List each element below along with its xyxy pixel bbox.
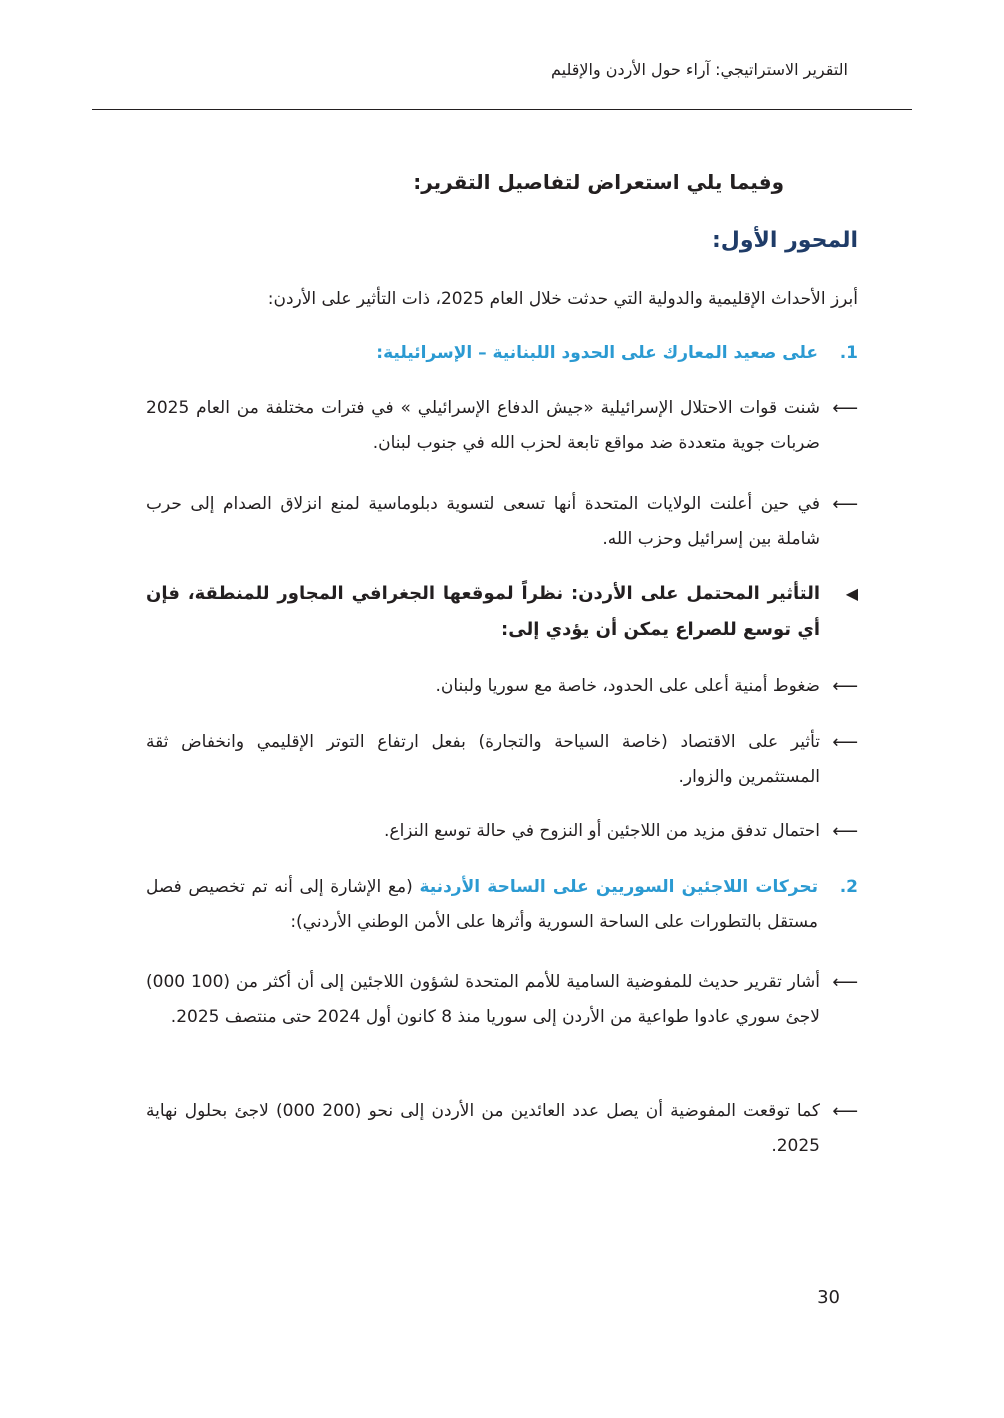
page-number: 30 — [817, 1287, 840, 1308]
axis-title: المحور الأول: — [711, 228, 858, 253]
section-1-title: على صعيد المعارك على الحدود اللبنانية – الإسرائيلية: — [376, 343, 818, 363]
bullet-text: احتمال تدفق مزيد من اللاجئين أو النزوح في حالة توسع النزاع. — [384, 821, 820, 841]
header-divider — [92, 109, 912, 110]
bullet-text: أشار تقرير حديث للمفوضية السامية للأمم المتحدة لشؤون اللاجئين إلى أن أكثر من (100 000) لاجئ سوري عادوا طواعية من الأردن إلى سوريا منذ 8 كانون أول 2024 حتى منتصف 2025. — [146, 972, 821, 1027]
section-2-note: (مع الإشارة إلى أنه تم تخصيص فصل مستقل بالتطورات على الساحة السورية وأثرها على الأمن الوطني الأردني): — [146, 877, 818, 932]
bullet-text: كما توقعت المفوضية أن يصل عدد العائدين من الأردن إلى نحو (200 000) لاجئ بحلول نهاية 2025. — [146, 1101, 820, 1156]
impact-statement — [146, 576, 858, 648]
section-2-title: تحركات اللاجئين السوريين على الساحة الأردنية — [419, 877, 818, 897]
section-2-bullet-1 — [146, 965, 858, 1035]
section-1-heading — [146, 336, 858, 371]
arrow-left-icon: ⟵ — [832, 1101, 858, 1122]
arrow-left-icon: ⟵ — [832, 676, 858, 697]
section-2-number: 2. — [839, 877, 858, 897]
section-2-heading — [146, 870, 858, 940]
arrow-left-icon: ⟵ — [832, 398, 858, 419]
intro-heading: وفيما يلي استعراض لتفاصيل التقرير: — [413, 170, 784, 194]
triangle-left-icon: ◀ — [845, 584, 858, 603]
section-2-heading-text — [146, 870, 818, 940]
axis-lead-paragraph: أبرز الأحداث الإقليمية والدولية التي حدثت خلال العام 2025، ذات التأثير على الأردن: — [267, 289, 858, 309]
impact-bullet-1 — [146, 669, 858, 704]
arrow-left-icon: ⟵ — [832, 732, 858, 753]
impact-bullet-3 — [146, 814, 858, 849]
running-header: التقرير الاستراتيجي: آراء حول الأردن والإقليم — [550, 60, 848, 79]
arrow-left-icon: ⟵ — [832, 821, 858, 842]
section-1-bullet-2 — [146, 487, 858, 557]
arrow-left-icon: ⟵ — [832, 972, 858, 993]
section-2-bullet-2 — [146, 1094, 858, 1164]
arrow-left-icon: ⟵ — [832, 494, 858, 515]
bullet-text: تأثير على الاقتصاد (خاصة السياحة والتجارة) بفعل ارتفاع التوتر الإقليمي وانخفاض ثقة المستثمرين والزوار. — [146, 732, 820, 787]
section-1-bullet-1 — [146, 391, 858, 461]
bullet-text: شنت قوات الاحتلال الإسرائيلية «جيش الدفاع الإسرائيلي » في فترات مختلفة من العام 2025 ضربات جوية متعددة ضد مواقع تابعة لحزب الله في جنوب لبنان. — [146, 398, 820, 453]
impact-text: التأثير المحتمل على الأردن: نظراً لموقعها الجغرافي المجاور للمنطقة، فإن أي توسع للصراع يمكن أن يؤدي إلى: — [146, 583, 820, 640]
bullet-text: في حين أعلنت الولايات المتحدة أنها تسعى لتسوية دبلوماسية لمنع انزلاق الصدام إلى حرب شاملة بين إسرائيل وحزب الله. — [146, 494, 820, 549]
impact-bullet-2 — [146, 725, 858, 795]
bullet-text: ضغوط أمنية أعلى على الحدود، خاصة مع سوريا ولبنان. — [435, 676, 820, 696]
section-1-number: 1. — [839, 343, 858, 363]
